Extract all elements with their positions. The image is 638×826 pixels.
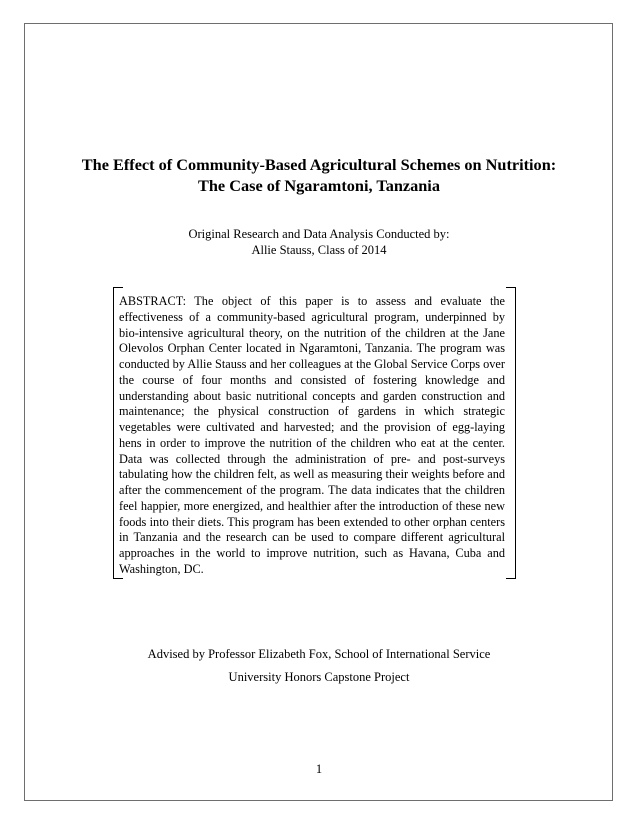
credits-line-2: Allie Stauss, Class of 2014 <box>251 243 387 257</box>
author-credits <box>0 226 638 258</box>
program-line: University Honors Capstone Project <box>228 670 410 684</box>
credits-line-1: Original Research and Data Analysis Conducted by: <box>188 227 450 241</box>
abstract-text: ABSTRACT: The object of this paper is to assess and evaluate the effectiveness of a community-based agricultural program, underpinned by bio-intensive agricultural theory, on the nutrition of the children at the Jane Olevolos Orphan Center located in Ngaramtoni, Tanzania. The program was conducted by Allie Stauss and her colleagues at the Global Service Corps over the course of four months and consisted of fostering knowledge and understanding about basic nutritional concepts and garden construction and maintenance; the physical construction of gardens in which strategic vegetables were cultivated and harvested; and the provision of egg-laying hens in order to improve the nutrition of the children who eat at the center. Data was collected through the administration of pre- and post-surveys tabulating how the children felt, as well as measuring their weights before and after the commencement of the program. The data indicates that the children feel happier, more energized, and healthier after the introduction of these new foods into their diets. This program has been extended to other orphan centers in Tanzania and the research can be used to compare different agricultural approaches in the world to improve nutrition, such as Havana, Cuba and Washington, DC. <box>119 294 505 576</box>
abstract-right-bracket <box>506 287 516 579</box>
title-line-2: The Case of Ngaramtoni, Tanzania <box>198 176 440 195</box>
paper-title <box>0 154 638 196</box>
page-number: 1 <box>315 762 323 776</box>
advisor-line: Advised by Professor Elizabeth Fox, School of International Service <box>147 647 491 661</box>
title-line-1: The Effect of Community-Based Agricultural Schemes on Nutrition: <box>81 155 557 174</box>
